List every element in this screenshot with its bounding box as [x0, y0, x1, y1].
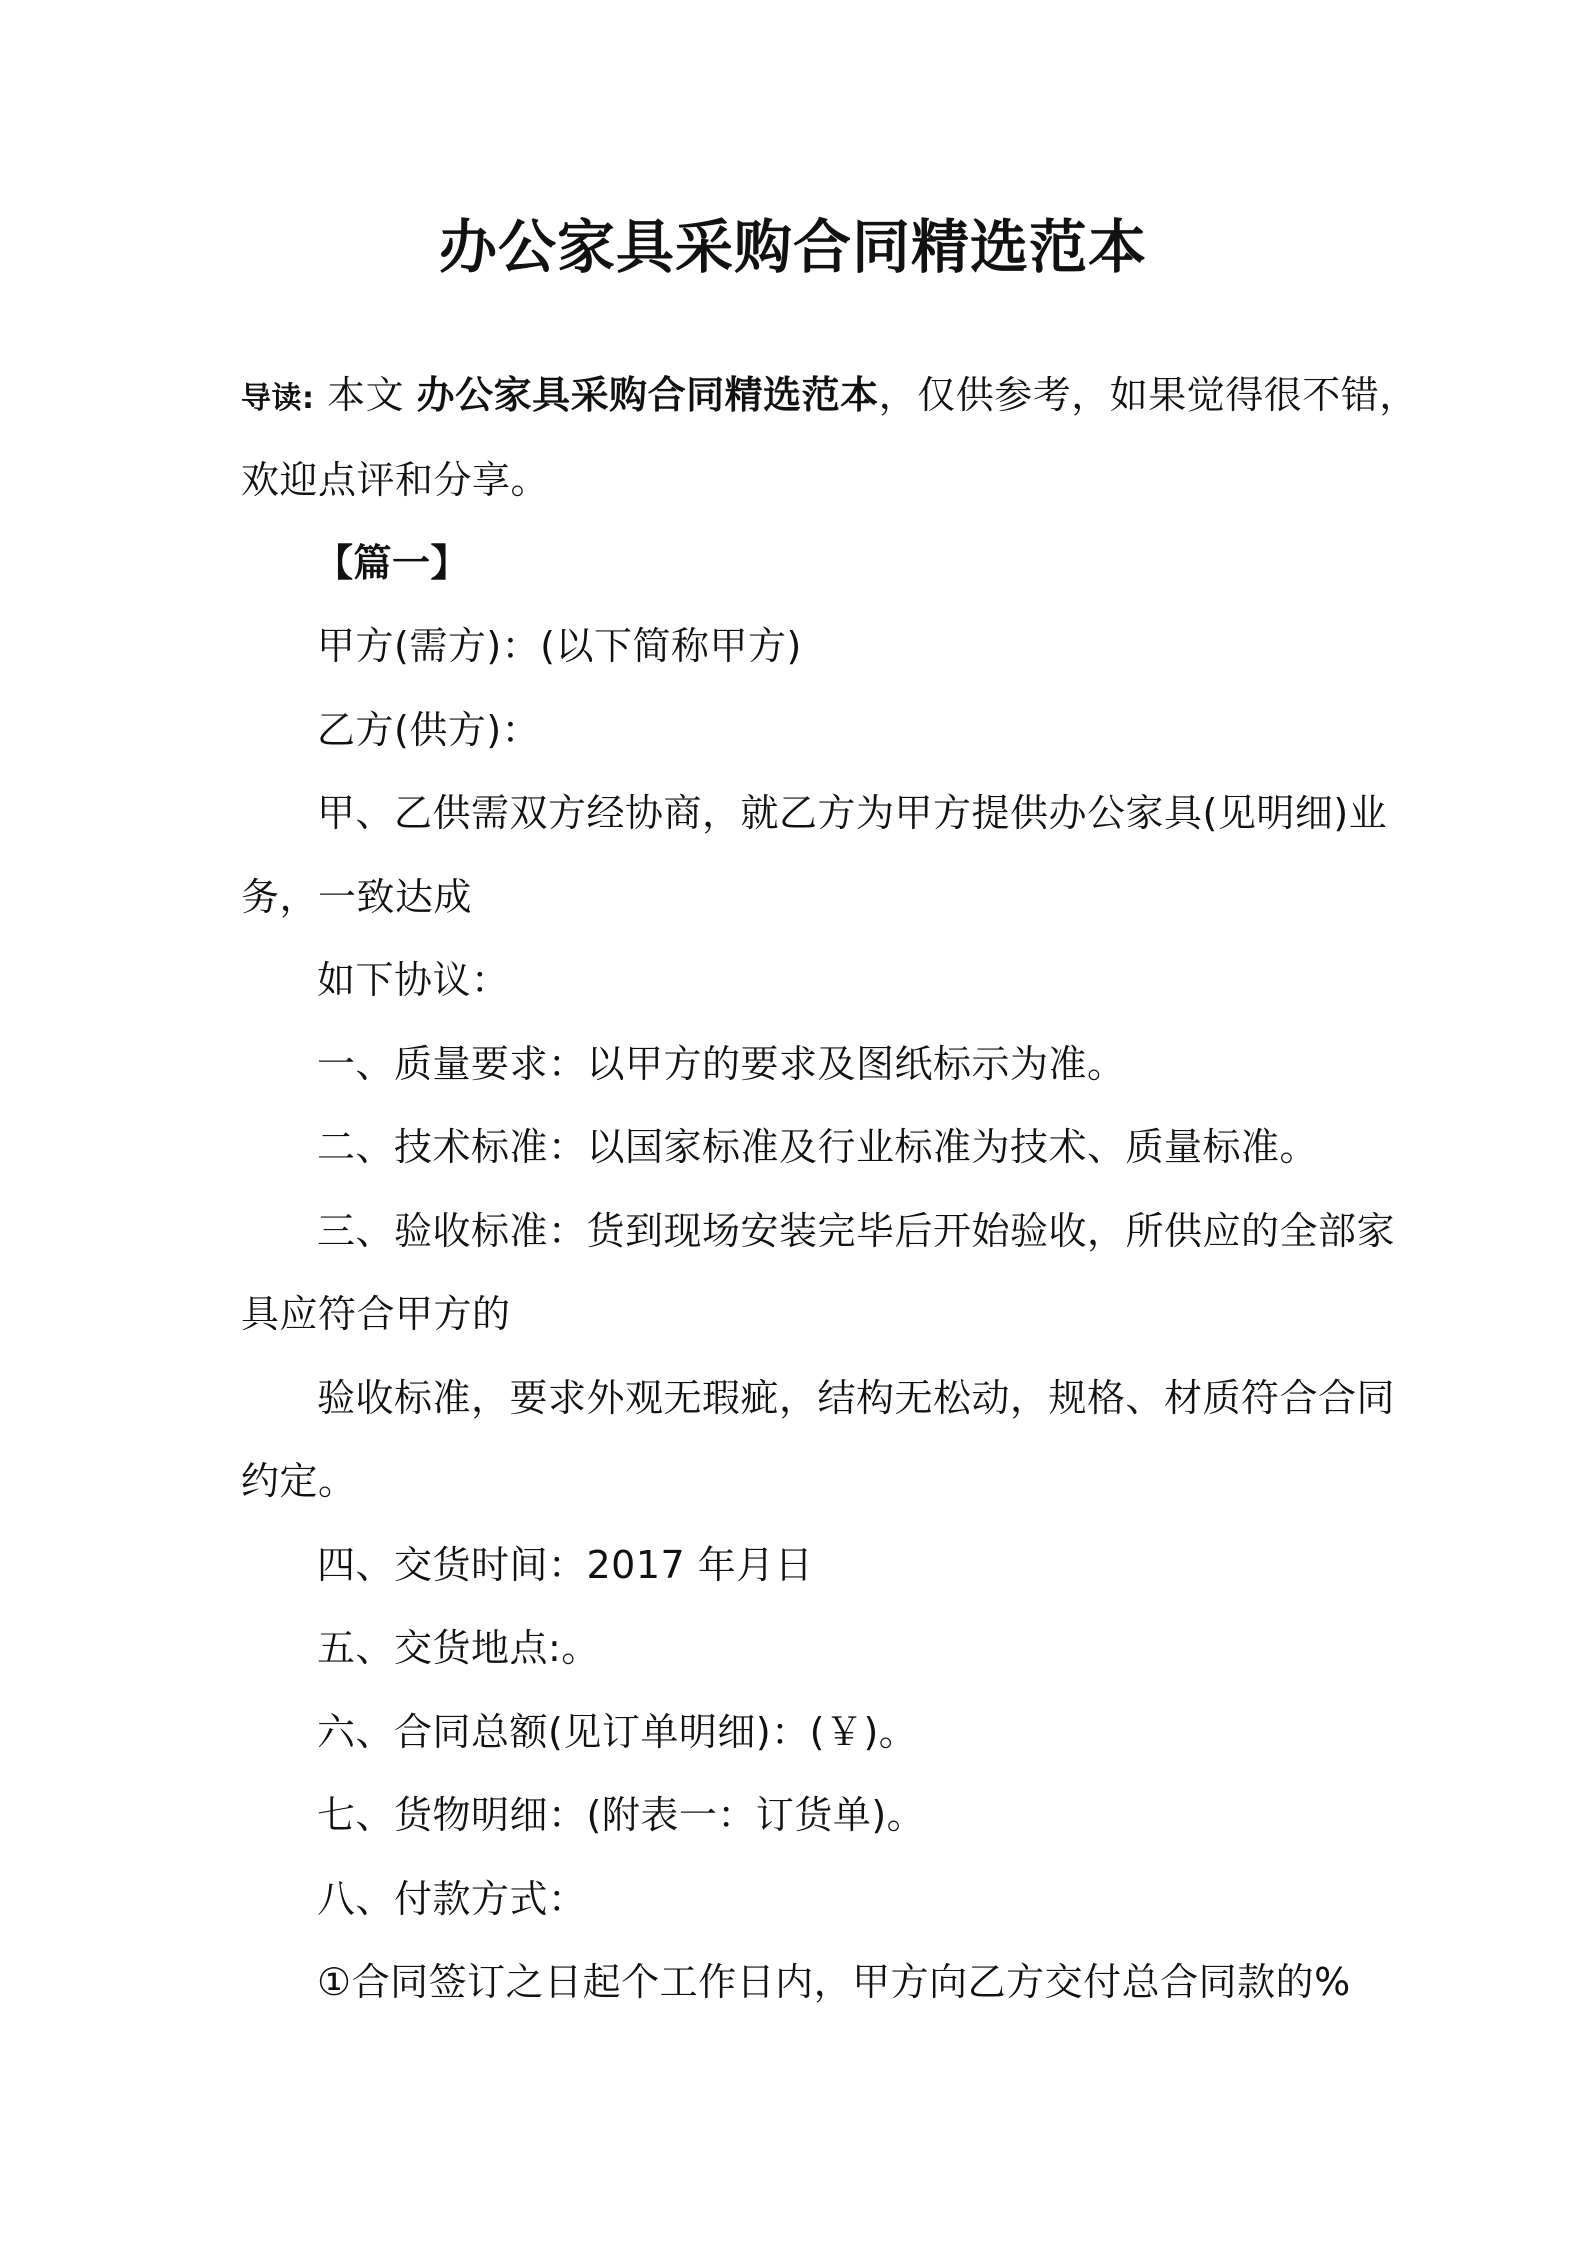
document-title: 办公家具采购合同精选范本 — [438, 213, 1147, 281]
intro-label: 导读: — [241, 381, 315, 416]
clause-4: 四、交货时间：2017 年月日 — [317, 1543, 814, 1587]
preamble-line-1: 甲、乙供需双方经协商，就乙方为甲方提供办公家具(见明细)业 — [317, 791, 1388, 835]
payment-item-1: ①合同签订之日起个工作日内，甲方向乙方交付总合同款的% — [317, 1960, 1351, 2004]
clause-7: 七、货物明细：(附表一：订货单)。 — [317, 1793, 926, 1837]
section-heading: 【篇一】 — [315, 541, 470, 585]
clause-3-line-1: 三、验收标准：货到现场安装完毕后开始验收，所供应的全部家 — [317, 1209, 1396, 1253]
clause-8: 八、付款方式： — [317, 1877, 587, 1921]
clause-2: 二、技术标准：以国家标准及行业标准为技术、质量标准。 — [317, 1125, 1319, 1169]
clause-5: 五、交货地点:。 — [317, 1626, 600, 1670]
party-a-line: 甲方(需方)：(以下简称甲方) — [317, 624, 802, 668]
intro-line-1 — [241, 370, 1418, 424]
intro-line-2: 欢迎点评和分享。 — [241, 458, 550, 502]
clause-3-line-2: 具应符合甲方的 — [241, 1292, 511, 1336]
clause-3-line-3: 验收标准，要求外观无瑕疵，结构无松动，规格、材质符合合同 — [317, 1376, 1396, 1420]
clause-6: 六、合同总额(见订单明细)：(￥)。 — [317, 1710, 918, 1754]
intro-bold-title: 办公家具采购合同精选范本 — [416, 373, 879, 417]
party-b-line: 乙方(供方)： — [317, 708, 541, 752]
preamble-line-3: 如下协议： — [317, 958, 510, 1002]
clause-3-line-4: 约定。 — [241, 1459, 357, 1503]
intro-suffix: ，仅供参考，如果觉得很不错， — [878, 373, 1418, 417]
intro-prefix: 本文 — [314, 373, 417, 417]
preamble-line-2: 务，一致达成 — [241, 875, 473, 919]
clause-1: 一、质量要求：以甲方的要求及图纸标示为准。 — [317, 1042, 1126, 1086]
